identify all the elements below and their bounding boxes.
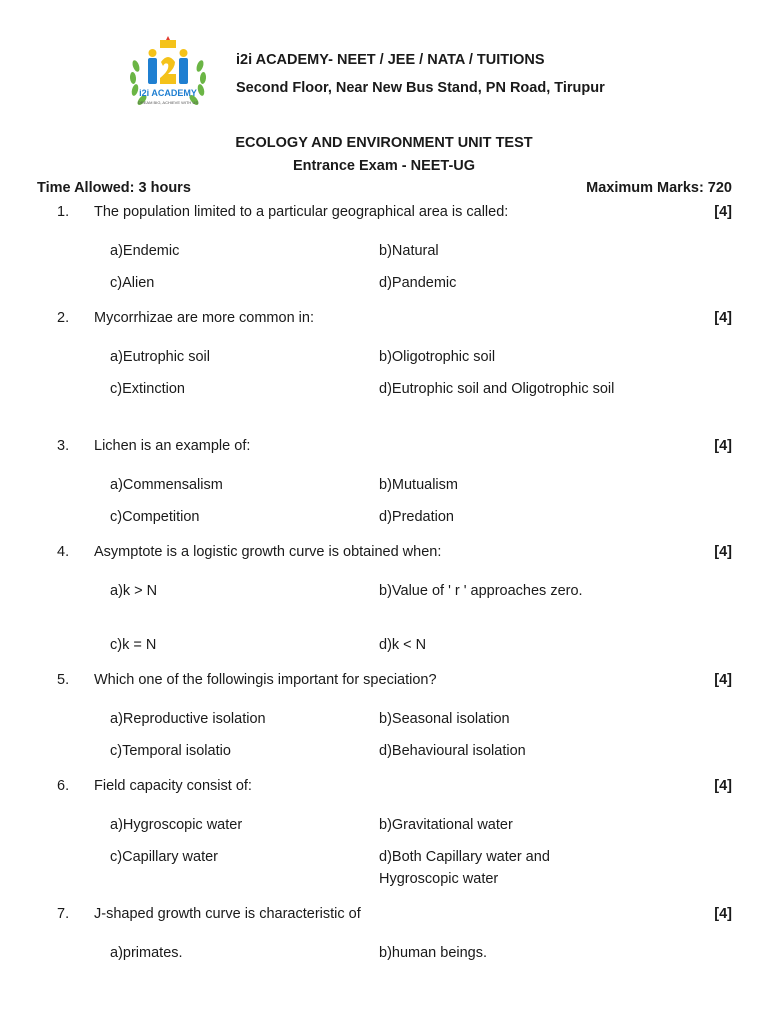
option-item [379,846,627,890]
option-text: Endemic [122,243,180,259]
option-item [110,346,360,368]
option-text: Alien [122,275,155,291]
option-label: b) [379,711,392,727]
option-item [379,378,627,400]
option-text: Commensalism [122,477,223,493]
question-number: 2. [57,310,70,326]
question-item [0,906,768,964]
option-label: a) [110,817,123,833]
option-label: b) [379,945,392,961]
institute-address: Second Floor, Near New Bus Stand, PN Road, Tirupur [236,80,605,96]
option-item [379,634,639,656]
option-text: Temporal isolatio [122,743,231,759]
question-header [0,438,768,460]
question-item [0,310,768,422]
question-text: Which one of the followingis important for speciation? [94,672,437,688]
question-marks: [4] [714,544,732,560]
question-item [0,204,768,294]
option-item [110,942,360,964]
option-item [110,708,360,730]
option-text: Gravitational water [391,817,513,833]
option-group [0,474,768,528]
option-label: d) [379,849,392,865]
question-header [0,204,768,226]
test-title: ECOLOGY AND ENVIRONMENT UNIT TEST [235,135,533,151]
option-label: c) [110,275,123,291]
question-text: Asymptote is a logistic growth curve is obtained when: [94,544,442,560]
question-number: 5. [57,672,70,688]
option-text: k < N [391,637,427,653]
option-text: Reproductive isolation [122,711,266,727]
option-item [379,272,639,294]
option-label: b) [379,477,392,493]
option-text: primates. [122,945,183,961]
option-label: c) [110,381,123,397]
maximum-marks: Maximum Marks: 720 [586,180,732,196]
option-label: b) [379,243,392,259]
academy-logo [124,36,212,120]
question-text: Lichen is an example of: [94,438,251,454]
option-text: Mutualism [391,477,458,493]
option-label: d) [379,509,392,525]
option-text: Extinction [122,381,185,397]
option-label: a) [110,945,123,961]
option-item [379,740,639,762]
option-item [379,506,639,528]
question-text: J-shaped growth curve is characteristic of [94,906,361,922]
question-number: 4. [57,544,70,560]
question-text: Field capacity consist of: [94,778,252,794]
test-subtitle: Entrance Exam - NEET-UG [292,158,476,174]
option-label: d) [379,637,392,653]
option-item [110,378,360,400]
option-text: k = N [122,637,157,653]
question-marks: [4] [714,672,732,688]
option-label: a) [110,711,123,727]
option-label: c) [110,637,123,653]
option-group [0,942,768,964]
option-item [110,474,360,496]
option-item [110,740,360,762]
option-group [0,240,768,294]
question-marks: [4] [714,778,732,794]
option-group [0,346,768,422]
option-group [0,814,768,890]
option-text: Value of ' r ' approaches zero. [391,583,583,599]
option-item [379,474,639,496]
question-number: 7. [57,906,70,922]
question-header [0,906,768,928]
option-item [379,942,639,964]
option-item [110,240,360,262]
option-item [110,814,360,836]
option-item [379,708,639,730]
option-label: a) [110,349,123,365]
option-label: c) [110,509,123,525]
question-marks: [4] [714,906,732,922]
option-text: Competition [122,509,200,525]
option-text: Pandemic [391,275,457,291]
option-label: a) [110,243,123,259]
option-item [110,272,360,294]
option-label: d) [379,381,392,397]
question-text: The population limited to a particular geographical area is called: [94,204,509,220]
question-header [0,778,768,800]
option-item [110,580,360,602]
option-item [379,240,639,262]
question-number: 1. [57,204,70,220]
option-text: human beings. [391,945,488,961]
option-text: Both Capillary water and Hygroscopic water [379,849,550,887]
question-marks: [4] [714,438,732,454]
option-item [379,580,627,602]
question-item [0,544,768,656]
option-text: Hygroscopic water [122,817,243,833]
option-label: a) [110,477,123,493]
question-header [0,310,768,332]
option-label: c) [110,849,123,865]
option-text: Predation [391,509,454,525]
option-label: b) [379,817,392,833]
question-marks: [4] [714,310,732,326]
option-item [379,346,639,368]
question-item [0,672,768,762]
option-item [110,634,360,656]
option-text: Capillary water [122,849,218,865]
option-item [379,814,639,836]
question-number: 3. [57,438,70,454]
question-number: 6. [57,778,70,794]
option-text: Natural [391,243,439,259]
option-text: k > N [122,583,158,599]
question-item [0,778,768,890]
logo-text: i2i ACADEMY [139,88,197,98]
option-label: b) [379,349,392,365]
question-marks: [4] [714,204,732,220]
question-list [0,204,768,980]
option-item [110,846,360,868]
question-text: Mycorrhizae are more common in: [94,310,314,326]
question-item [0,438,768,528]
option-label: b) [379,583,392,599]
option-label: a) [110,583,123,599]
option-group [0,580,768,656]
logo-tagline: DREAM BIG, ACHIEVE WITH US [137,100,198,105]
option-group [0,708,768,762]
option-item [110,506,360,528]
option-text: Behavioural isolation [391,743,526,759]
option-label: c) [110,743,123,759]
question-header [0,672,768,694]
option-label: d) [379,743,392,759]
institute-name: i2i ACADEMY- NEET / JEE / NATA / TUITIONS [236,52,545,68]
question-header [0,544,768,566]
option-text: Eutrophic soil and Oligotrophic soil [391,381,615,397]
time-allowed: Time Allowed: 3 hours [37,180,191,196]
option-text: Eutrophic soil [122,349,210,365]
option-text: Oligotrophic soil [391,349,496,365]
option-text: Seasonal isolation [391,711,510,727]
option-label: d) [379,275,392,291]
